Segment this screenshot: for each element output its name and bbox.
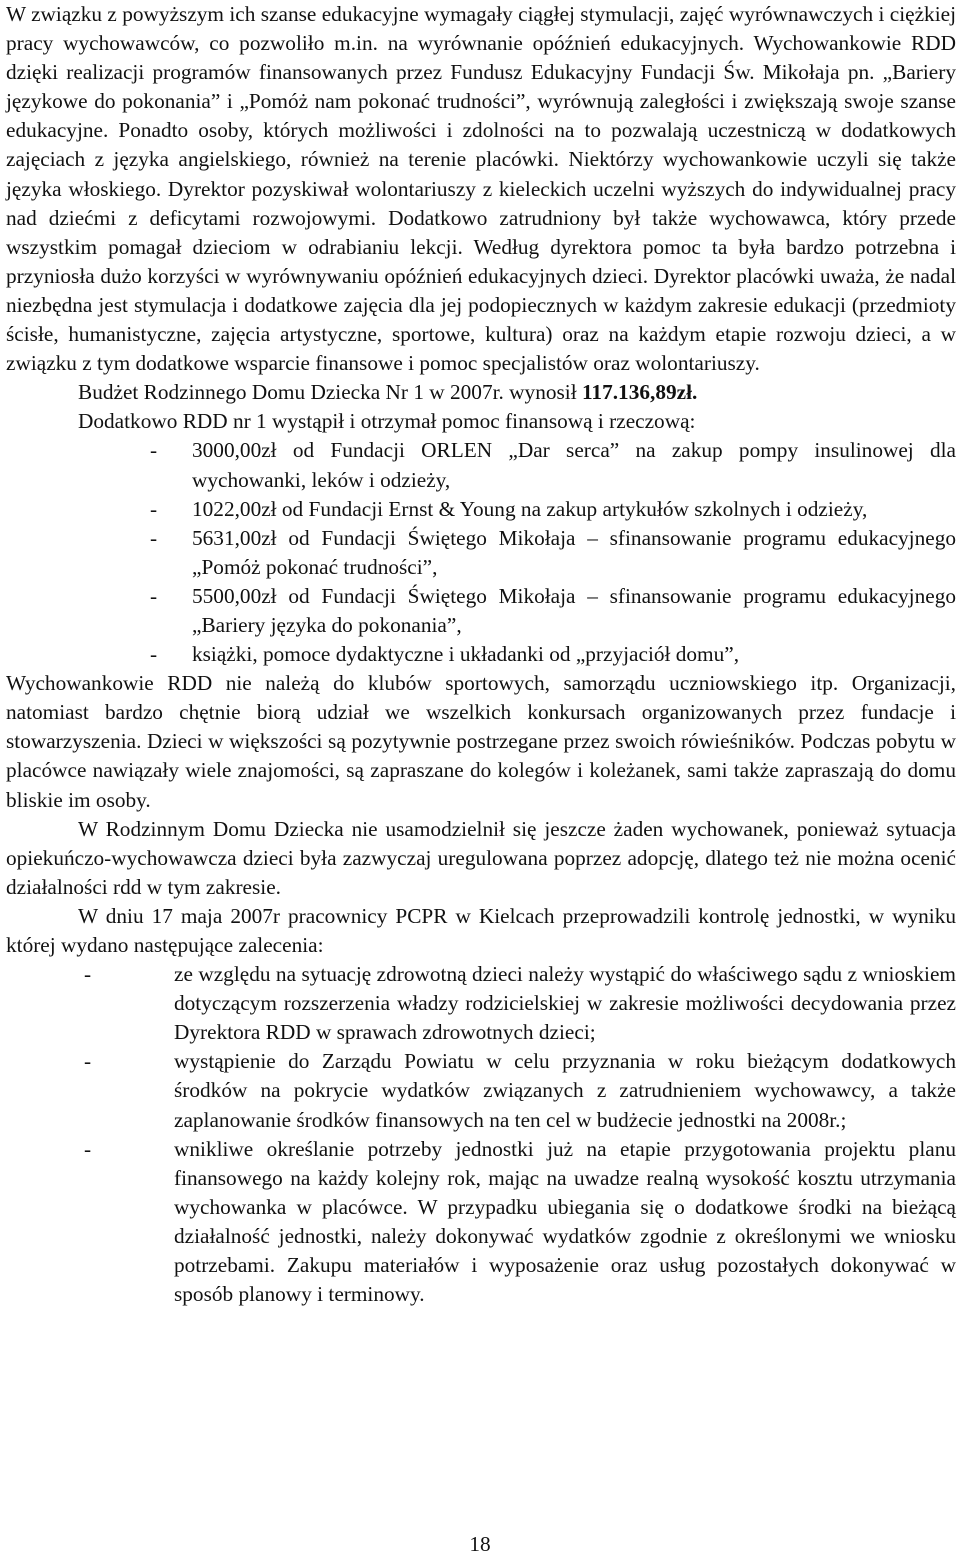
paragraph-independence: W Rodzinnym Domu Dziecka nie usamodzielnił się jeszcze żaden wychowanek, ponieważ sytuacja opiekuńczo-wychowawcza dzieci była zazwyczaj uregulowana poprzez adopcję, dlatego też nie można ocenić działalności rdd w tym zakresie.	[6, 816, 956, 899]
list-item-text: książki, pomoce dydaktyczne i układanki od „przyjaciół domu”,	[192, 642, 740, 667]
budget-line	[6, 378, 956, 407]
aid-intro: Dodatkowo RDD nr 1 wystąpił i otrzymał pomoc finansową i rzeczową:	[78, 409, 696, 434]
list-item	[6, 1047, 956, 1134]
list-item-text: 3000,00zł od Fundacji ORLEN „Dar serca” na zakup pompy insulinowej dla wychowanki, leków i odzieży,	[192, 438, 956, 492]
list-dash: -	[84, 962, 92, 987]
budget-amount: 117.136,89zł.	[581, 380, 698, 405]
list-item	[6, 524, 956, 582]
list-item	[6, 960, 956, 1047]
list-dash: -	[150, 525, 158, 550]
list-item-text: 5631,00zł od Fundacji Świętego Mikołaja – sfinansowanie programu edukacyjnego „Pomóż pokonać trudności”,	[192, 525, 956, 579]
page-number: 18	[469, 1532, 491, 1556]
list-dash: -	[150, 496, 158, 521]
paragraph-education: W związku z powyższym ich szanse edukacyjne wymagały ciągłej stymulacji, zajęć wyrównawczych i ciężkiej pracy wychowawców, co pozwoliło m.in. na wyrównanie opóźnień edukacyjnych. Wychowankowie RDD dzięki realizacji programów finansowanych przez Fundusz Edukacyjny Fundacji Św. Mikołaja pn. „Bariery językowe do pokonania” i „Pomóż nam pokonać trudności”, wyrównują zaległości i zwiększają swoje szanse edukacyjne. Ponadto osoby, których możliwości i zdolności na to pozwalają uczestniczą w dodatkowych zajęciach z języka angielskiego, również na terenie placówki. Niektórzy wychowankowie uczyli się także języka włoskiego. Dyrektor pozyskiwał wolontariuszy z kieleckich uczelni wyższych do indywidualnej pracy nad dziećmi z deficytami rozwojowymi. Dodatkowo zatrudniony był także wychowawca, który przede wszystkim pomagał dzieciom w odrabianiu lekcji. Według dyrektora pomoc ta była bardzo potrzebna i przyniosła dużo korzyści w wyrównywaniu opóźnień edukacyjnych dzieci. Dyrektor placówki uważa, że nadal niezbędna jest stymulacja i dodatkowe zajęcia dla jej podopiecznych w każdym zakresie edukacji (przedmioty ścisłe, humanistyczne, zajęcia artystyczne, sportowe, kultura) oraz na każdym etapie rozwoju dzieci, a w związku z tym dodatkowe wsparcie finansowe i pomoc specjalistów oraz wolontariuszy.	[6, 2, 956, 376]
aid-list	[6, 436, 956, 669]
list-item-text: ze względu na sytuację zdrowotną dzieci należy wystąpić do właściwego sądu z wnioskiem dotyczącym rozszerzenia władzy rodzicielskiej w zakresie możliwości decydowania przez Dyrektora RDD w sprawach zdrowotnych dzieci;	[174, 962, 956, 1045]
list-item	[6, 495, 956, 524]
list-dash: -	[84, 1136, 92, 1161]
document-page	[6, 0, 956, 1309]
list-item-text: wnikliwe określanie potrzeby jednostki już na etapie przygotowania projektu planu finansowego na każdy kolejny rok, mając na uwadze realną wysokość kosztu utrzymania wychowanka w placówce. W przypadku ubiegania się o dodatkowe środki na bieżącą działalność jednostki, należy dokonywać wydatków zgodnie z określonymi we wniosku potrzebami. Zakupu materiałów i wyposażenie oraz usług pozostałych dokonywać w sposób planowy i terminowy.	[174, 1136, 956, 1307]
list-dash: -	[150, 438, 158, 463]
list-item-text: 5500,00zł od Fundacji Świętego Mikołaja – sfinansowanie programu edukacyjnego „Bariery języka do pokonania”,	[192, 583, 956, 637]
list-item	[6, 1135, 956, 1310]
list-item-text: 1022,00zł od Fundacji Ernst & Young na zakup artykułów szkolnych i odzieży,	[192, 496, 868, 521]
paragraph-inspection: W dniu 17 maja 2007r pracownicy PCPR w Kielcach przeprowadzili kontrolę jednostki, w wyniku której wydano następujące zalecenia:	[6, 903, 956, 957]
list-dash: -	[150, 642, 158, 667]
list-dash: -	[150, 583, 158, 608]
list-dash: -	[84, 1049, 92, 1074]
recommendations-list	[6, 960, 956, 1309]
list-item	[6, 640, 956, 669]
list-item	[6, 582, 956, 640]
list-item	[6, 436, 956, 494]
list-item-text: wystąpienie do Zarządu Powiatu w celu przyznania w roku bieżącym dodatkowych środków na pokrycie wydatków związanych z zatrudnieniem wychowawcy, a także zaplanowanie środków finansowych na ten cel w budżecie jednostki na 2008r.;	[174, 1049, 956, 1132]
paragraph-sports: Wychowankowie RDD nie należą do klubów sportowych, samorządu uczniowskiego itp. Organizacji, natomiast bardzo chętnie biorą udział we wszelkich konkursach organizowanych przez fundacje i stowarzyszenia. Dzieci w większości są pozytywnie postrzegane przez swoich rówieśników. Podczas pobytu w placówce nawiązały wiele znajomości, są zapraszane do kolegów i koleżanek, sami także zapraszają do domu bliskie im osoby.	[6, 671, 956, 812]
budget-text: Budżet Rodzinnego Domu Dziecka Nr 1 w 2007r. wynosił	[78, 380, 582, 405]
